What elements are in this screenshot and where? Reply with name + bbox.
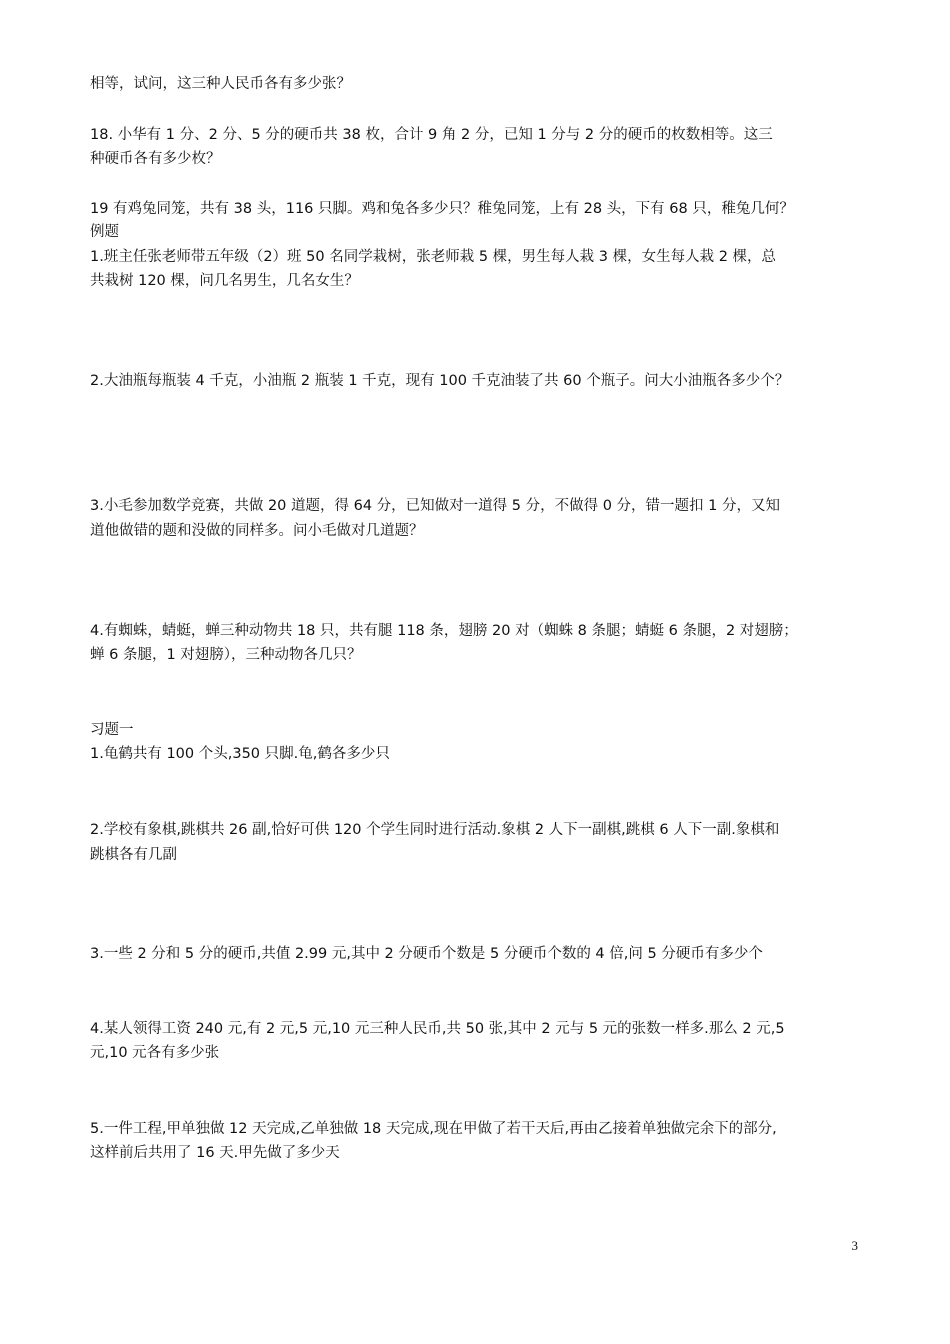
text-line: 道他做错的题和没做的同样多。问小毛做对几道题？ xyxy=(90,523,424,539)
text-line: 2.学校有象棋,跳棋共 26 副,恰好可供 120 个学生同时进行活动.象棋 2 人下一副棋,跳棋 6 人下一副.象棋和 xyxy=(90,822,780,838)
text-line: 3.小毛参加数学竞赛，共做 20 道题，得 64 分，已知做对一道得 5 分，不做得 0 分，错一题扣 1 分，又知 xyxy=(90,498,780,514)
text-line: 2.大油瓶每瓶装 4 千克，小油瓶 2 瓶装 1 千克，现有 100 千克油装了共 60 个瓶子。问大小油瓶各多少个？ xyxy=(90,373,790,389)
text-line: 5.一件工程,甲单独做 12 天完成,乙单独做 18 天完成,现在甲做了若干天后,再由乙接着单独做完余下的部分, xyxy=(90,1121,777,1137)
text-line: 1.班主任张老师带五年级（2）班 50 名同学栽树，张老师栽 5 棵，男生每人栽 3 棵，女生每人栽 2 棵，总 xyxy=(90,249,777,265)
text-line: 3.一些 2 分和 5 分的硬币,共值 2.99 元,其中 2 分硬币个数是 5 分硬币个数的 4 倍,问 5 分硬币有多少个 xyxy=(90,946,763,962)
text-line: 种硬币各有多少枚？ xyxy=(90,151,221,167)
page-number: 3 xyxy=(851,1238,858,1253)
section-heading: 习题一 xyxy=(90,722,134,738)
section-heading: 例题 xyxy=(90,224,119,240)
text-line: 19 有鸡兔同笼，共有 38 头，116 只脚。鸡和兔各多少只？稚兔同笼，上有 28 头，下有 68 只，稚兔几何？ xyxy=(90,201,794,217)
text-line: 跳棋各有几副 xyxy=(90,847,177,863)
text-line: 共栽树 120 棵，问几名男生，几名女生？ xyxy=(90,273,359,289)
text-line: 这样前后共用了 16 天.甲先做了多少天 xyxy=(90,1145,340,1161)
text-line: 蝉 6 条腿，1 对翅膀），三种动物各几只？ xyxy=(90,647,362,663)
text-line: 1.龟鹤共有 100 个头,350 只脚.龟,鹤各多少只 xyxy=(90,746,390,762)
text-line: 18. 小华有 1 分、2 分、5 分的硬币共 38 枚，合计 9 角 2 分，已知 1 分与 2 分的硬币的枚数相等。这三 xyxy=(90,127,773,143)
text-line: 4.有蜘蛛，蜻蜓，蝉三种动物共 18 只，共有腿 118 条，翅膀 20 对（蜘蛛 8 条腿；蜻蜓 6 条腿，2 对翅膀； xyxy=(90,623,798,639)
text-line: 元,10 元各有多少张 xyxy=(90,1045,220,1061)
text-line: 4.某人领得工资 240 元,有 2 元,5 元,10 元三种人民币,共 50 张,其中 2 元与 5 元的张数一样多.那么 2 元,5 xyxy=(90,1021,785,1037)
text-line: 相等，试问，这三种人民币各有多少张？ xyxy=(90,76,351,92)
